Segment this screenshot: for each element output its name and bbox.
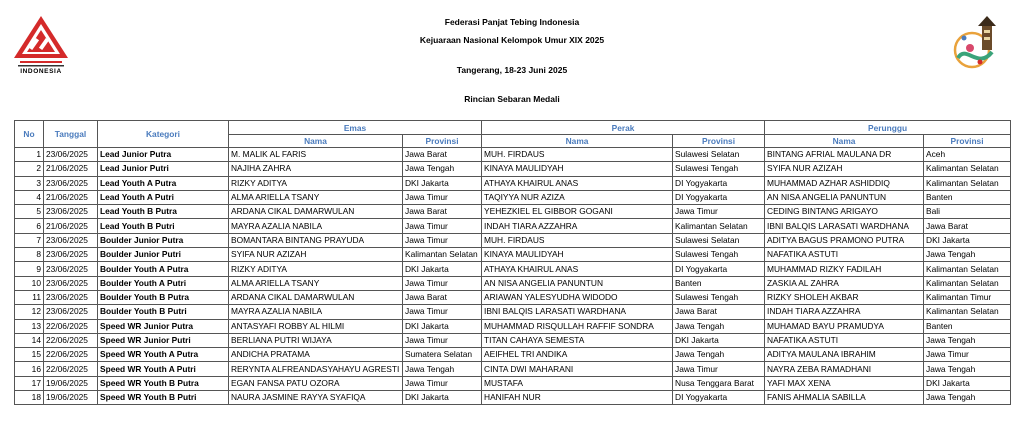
perunggu-nama-cell: CEDING BINTANG ARIGAYO: [765, 205, 924, 219]
emas-nama-cell: EGAN FANSA PATU OZORA: [229, 376, 403, 390]
perunggu-provinsi-cell: Jawa Tengah: [924, 362, 1011, 376]
perunggu-nama-cell: MUHAMMAD AZHAR ASHIDDIQ: [765, 176, 924, 190]
table-row: [15, 305, 1011, 319]
row-kategori-cell: Lead Junior Putra: [98, 148, 229, 162]
perak-provinsi-cell: Jawa Timur: [673, 362, 765, 376]
emas-nama-cell: BOMANTARA BINTANG PRAYUDA: [229, 233, 403, 247]
table-row: [15, 362, 1011, 376]
row-kategori-cell: Speed WR Junior Putri: [98, 333, 229, 347]
emas-nama-cell: ANDICHA PRATAMA: [229, 348, 403, 362]
emas-provinsi-cell: Jawa Tengah: [403, 162, 482, 176]
row-no-cell: 18: [15, 391, 44, 405]
perak-provinsi-cell: Sulawesi Tengah: [673, 162, 765, 176]
row-tanggal-cell: 21/06/2025: [44, 190, 98, 204]
perunggu-nama-cell: IBNI BALQIS LARASATI WARDHANA: [765, 219, 924, 233]
emas-provinsi-cell: Jawa Barat: [403, 148, 482, 162]
col-header-perunggu-provinsi: Provinsi: [924, 135, 1011, 148]
emas-provinsi-cell: Jawa Barat: [403, 205, 482, 219]
emas-nama-cell: RIZKY ADITYA: [229, 262, 403, 276]
table-row: [15, 348, 1011, 362]
perak-provinsi-cell: DI Yogyakarta: [673, 176, 765, 190]
perunggu-nama-cell: RIZKY SHOLEH AKBAR: [765, 290, 924, 304]
row-no-cell: 5: [15, 205, 44, 219]
perunggu-nama-cell: MUHAMAD BAYU PRAMUDYA: [765, 319, 924, 333]
perunggu-nama-cell: AN NISA ANGELIA PANUNTUN: [765, 190, 924, 204]
perak-provinsi-cell: Jawa Tengah: [673, 348, 765, 362]
emas-provinsi-cell: Kalimantan Selatan: [403, 248, 482, 262]
row-no-cell: 7: [15, 233, 44, 247]
row-kategori-cell: Boulder Youth A Putri: [98, 276, 229, 290]
col-header-perak-nama: Nama: [482, 135, 673, 148]
perunggu-provinsi-cell: Kalimantan Selatan: [924, 262, 1011, 276]
emas-nama-cell: ARDANA CIKAL DAMARWULAN: [229, 205, 403, 219]
row-tanggal-cell: 22/06/2025: [44, 362, 98, 376]
row-no-cell: 14: [15, 333, 44, 347]
table-row: [15, 205, 1011, 219]
perunggu-provinsi-cell: Jawa Barat: [924, 219, 1011, 233]
perak-nama-cell: AEIFHEL TRI ANDIKA: [482, 348, 673, 362]
perunggu-nama-cell: NAFATIKA ASTUTI: [765, 333, 924, 347]
perunggu-provinsi-cell: Kalimantan Timur: [924, 290, 1011, 304]
emas-provinsi-cell: DKI Jakarta: [403, 176, 482, 190]
perunggu-nama-cell: FANIS AHMALIA SABILLA: [765, 391, 924, 405]
row-kategori-cell: Lead Youth A Putra: [98, 176, 229, 190]
row-tanggal-cell: 21/06/2025: [44, 162, 98, 176]
row-tanggal-cell: 23/06/2025: [44, 290, 98, 304]
row-kategori-cell: Lead Youth B Putra: [98, 205, 229, 219]
row-no-cell: 16: [15, 362, 44, 376]
perak-nama-cell: TITAN CAHAYA SEMESTA: [482, 333, 673, 347]
perak-provinsi-cell: Jawa Tengah: [673, 319, 765, 333]
col-header-emas: Emas: [229, 121, 482, 135]
perak-provinsi-cell: Kalimantan Selatan: [673, 219, 765, 233]
perak-provinsi-cell: Sulawesi Selatan: [673, 148, 765, 162]
perunggu-provinsi-cell: Banten: [924, 319, 1011, 333]
emas-provinsi-cell: Sumatera Selatan: [403, 348, 482, 362]
table-row: [15, 290, 1011, 304]
perak-nama-cell: KINAYA MAULIDYAH: [482, 248, 673, 262]
row-no-cell: 17: [15, 376, 44, 390]
perunggu-nama-cell: INDAH TIARA AZZAHRA: [765, 305, 924, 319]
emas-provinsi-cell: DKI Jakarta: [403, 319, 482, 333]
row-kategori-cell: Speed WR Youth B Putra: [98, 376, 229, 390]
table-row: [15, 319, 1011, 333]
row-tanggal-cell: 19/06/2025: [44, 376, 98, 390]
federation-name: Federasi Panjat Tebing Indonesia: [444, 17, 580, 27]
row-kategori-cell: Lead Youth B Putri: [98, 219, 229, 233]
emas-provinsi-cell: Jawa Tengah: [403, 362, 482, 376]
perak-provinsi-cell: DI Yogyakarta: [673, 190, 765, 204]
perak-nama-cell: CINTA DWI MAHARANI: [482, 362, 673, 376]
row-tanggal-cell: 22/06/2025: [44, 319, 98, 333]
emas-nama-cell: NAJIHA ZAHRA: [229, 162, 403, 176]
perunggu-nama-cell: NAYRA ZEBA RAMADHANI: [765, 362, 924, 376]
perunggu-provinsi-cell: Jawa Timur: [924, 348, 1011, 362]
row-no-cell: 15: [15, 348, 44, 362]
perak-provinsi-cell: Banten: [673, 276, 765, 290]
col-header-perunggu-nama: Nama: [765, 135, 924, 148]
col-header-perak: Perak: [482, 121, 765, 135]
perak-nama-cell: MUHAMMAD RISQULLAH RAFFIF SONDRA: [482, 319, 673, 333]
emas-provinsi-cell: DKI Jakarta: [403, 391, 482, 405]
row-kategori-cell: Speed WR Youth A Putri: [98, 362, 229, 376]
perunggu-nama-cell: ZASKIA AL ZAHRA: [765, 276, 924, 290]
perak-provinsi-cell: DI Yogyakarta: [673, 262, 765, 276]
row-no-cell: 12: [15, 305, 44, 319]
perak-nama-cell: YEHEZKIEL EL GIBBOR GOGANI: [482, 205, 673, 219]
perak-nama-cell: MUH. FIRDAUS: [482, 233, 673, 247]
row-tanggal-cell: 23/06/2025: [44, 148, 98, 162]
col-header-no: No: [15, 121, 44, 148]
perak-nama-cell: MUH. FIRDAUS: [482, 148, 673, 162]
perunggu-nama-cell: YAFI MAX XENA: [765, 376, 924, 390]
row-tanggal-cell: 23/06/2025: [44, 276, 98, 290]
emas-nama-cell: ALMA ARIELLA TSANY: [229, 190, 403, 204]
perak-provinsi-cell: DI Yogyakarta: [673, 391, 765, 405]
emas-provinsi-cell: Jawa Timur: [403, 190, 482, 204]
perak-provinsi-cell: DKI Jakarta: [673, 333, 765, 347]
emas-nama-cell: RIZKY ADITYA: [229, 176, 403, 190]
perak-provinsi-cell: Sulawesi Tengah: [673, 248, 765, 262]
perunggu-provinsi-cell: Banten: [924, 190, 1011, 204]
row-tanggal-cell: 19/06/2025: [44, 391, 98, 405]
emas-provinsi-cell: DKI Jakarta: [403, 262, 482, 276]
emas-nama-cell: BERLIANA PUTRI WIJAYA: [229, 333, 403, 347]
row-kategori-cell: Boulder Youth A Putra: [98, 262, 229, 276]
row-tanggal-cell: 22/06/2025: [44, 348, 98, 362]
perak-nama-cell: MUSTAFA: [482, 376, 673, 390]
perak-provinsi-cell: Jawa Timur: [673, 205, 765, 219]
table-row: [15, 162, 1011, 176]
row-kategori-cell: Boulder Youth B Putra: [98, 290, 229, 304]
row-no-cell: 6: [15, 219, 44, 233]
perunggu-provinsi-cell: Kalimantan Selatan: [924, 176, 1011, 190]
perunggu-provinsi-cell: DKI Jakarta: [924, 233, 1011, 247]
perunggu-nama-cell: BINTANG AFRIAL MAULANA DR: [765, 148, 924, 162]
perak-nama-cell: IBNI BALQIS LARASATI WARDHANA: [482, 305, 673, 319]
event-title: Kejuaraan Nasional Kelompok Umur XIX 2025: [419, 35, 605, 45]
row-kategori-cell: Lead Junior Putri: [98, 162, 229, 176]
perak-nama-cell: KINAYA MAULIDYAH: [482, 162, 673, 176]
table-row: [15, 148, 1011, 162]
table-row: [15, 190, 1011, 204]
perunggu-nama-cell: ADITYA MAULANA IBRAHIM: [765, 348, 924, 362]
perak-provinsi-cell: Sulawesi Selatan: [673, 233, 765, 247]
perunggu-provinsi-cell: Jawa Tengah: [924, 333, 1011, 347]
emas-provinsi-cell: Jawa Timur: [403, 333, 482, 347]
col-header-tanggal: Tanggal: [44, 121, 98, 148]
perak-provinsi-cell: Jawa Barat: [673, 305, 765, 319]
row-no-cell: 8: [15, 248, 44, 262]
emas-nama-cell: M. MALIK AL FARIS: [229, 148, 403, 162]
table-row: [15, 176, 1011, 190]
perunggu-provinsi-cell: Aceh: [924, 148, 1011, 162]
emas-provinsi-cell: Jawa Timur: [403, 376, 482, 390]
perunggu-nama-cell: SYIFA NUR AZIZAH: [765, 162, 924, 176]
perak-nama-cell: TAQIYYA NUR AZIZA: [482, 190, 673, 204]
row-tanggal-cell: 23/06/2025: [44, 176, 98, 190]
emas-nama-cell: MAYRA AZALIA NABILA: [229, 219, 403, 233]
emas-provinsi-cell: Jawa Timur: [403, 219, 482, 233]
col-header-emas-provinsi: Provinsi: [403, 135, 482, 148]
row-no-cell: 3: [15, 176, 44, 190]
perunggu-nama-cell: MUHAMMAD RIZKY FADILAH: [765, 262, 924, 276]
table-row: [15, 391, 1011, 405]
row-no-cell: 11: [15, 290, 44, 304]
table-row: [15, 262, 1011, 276]
row-tanggal-cell: 23/06/2025: [44, 248, 98, 262]
perak-provinsi-cell: Sulawesi Tengah: [673, 290, 765, 304]
emas-nama-cell: RERYNTA ALFREANDASYAHAYU AGRESTI: [229, 362, 403, 376]
col-header-perak-provinsi: Provinsi: [673, 135, 765, 148]
logo-caption: INDONESIA: [20, 68, 62, 75]
row-no-cell: 10: [15, 276, 44, 290]
row-kategori-cell: Boulder Junior Putri: [98, 248, 229, 262]
table-row: [15, 248, 1011, 262]
perak-nama-cell: ATHAYA KHAIRUL ANAS: [482, 262, 673, 276]
row-kategori-cell: Boulder Junior Putra: [98, 233, 229, 247]
perak-nama-cell: AN NISA ANGELIA PANUNTUN: [482, 276, 673, 290]
col-header-emas-nama: Nama: [229, 135, 403, 148]
page-title: Rincian Sebaran Medali: [464, 94, 560, 104]
col-header-perunggu: Perunggu: [765, 121, 1011, 135]
row-no-cell: 13: [15, 319, 44, 333]
emas-nama-cell: SYIFA NUR AZIZAH: [229, 248, 403, 262]
row-kategori-cell: Speed WR Youth A Putra: [98, 348, 229, 362]
emas-nama-cell: NAURA JASMINE RAYYA SYAFIQA: [229, 391, 403, 405]
row-kategori-cell: Boulder Youth B Putri: [98, 305, 229, 319]
row-tanggal-cell: 23/06/2025: [44, 262, 98, 276]
table-row: [15, 219, 1011, 233]
emas-nama-cell: ANTASYAFI ROBBY AL HILMI: [229, 319, 403, 333]
perak-provinsi-cell: Nusa Tenggara Barat: [673, 376, 765, 390]
emas-nama-cell: ARDANA CIKAL DAMARWULAN: [229, 290, 403, 304]
row-no-cell: 4: [15, 190, 44, 204]
table-row: [15, 276, 1011, 290]
perunggu-provinsi-cell: Kalimantan Selatan: [924, 305, 1011, 319]
medal-distribution-table: [14, 120, 1011, 405]
emas-provinsi-cell: Jawa Timur: [403, 305, 482, 319]
table-row: [15, 233, 1011, 247]
perunggu-provinsi-cell: Kalimantan Selatan: [924, 162, 1011, 176]
perunggu-nama-cell: ADITYA BAGUS PRAMONO PUTRA: [765, 233, 924, 247]
perak-nama-cell: ATHAYA KHAIRUL ANAS: [482, 176, 673, 190]
row-tanggal-cell: 23/06/2025: [44, 305, 98, 319]
table-row: [15, 333, 1011, 347]
row-tanggal-cell: 23/06/2025: [44, 233, 98, 247]
row-tanggal-cell: 23/06/2025: [44, 205, 98, 219]
perak-nama-cell: HANIFAH NUR: [482, 391, 673, 405]
perunggu-provinsi-cell: DKI Jakarta: [924, 376, 1011, 390]
row-tanggal-cell: 22/06/2025: [44, 333, 98, 347]
perunggu-provinsi-cell: Bali: [924, 205, 1011, 219]
emas-nama-cell: ALMA ARIELLA TSANY: [229, 276, 403, 290]
event-location-date: Tangerang, 18-23 Juni 2025: [456, 65, 568, 75]
row-tanggal-cell: 21/06/2025: [44, 219, 98, 233]
emas-provinsi-cell: Jawa Timur: [403, 276, 482, 290]
row-kategori-cell: Lead Youth A Putri: [98, 190, 229, 204]
emas-provinsi-cell: Jawa Timur: [403, 233, 482, 247]
perak-nama-cell: ARIAWAN YALESYUDHA WIDODO: [482, 290, 673, 304]
row-no-cell: 1: [15, 148, 44, 162]
perunggu-provinsi-cell: Jawa Tengah: [924, 248, 1011, 262]
emas-provinsi-cell: Jawa Barat: [403, 290, 482, 304]
perunggu-provinsi-cell: Jawa Tengah: [924, 391, 1011, 405]
row-kategori-cell: Speed WR Youth B Putri: [98, 391, 229, 405]
table-row: [15, 376, 1011, 390]
emas-nama-cell: MAYRA AZALIA NABILA: [229, 305, 403, 319]
col-header-kategori: Kategori: [98, 121, 229, 148]
medal-table-body: [15, 148, 1011, 405]
perunggu-provinsi-cell: Kalimantan Selatan: [924, 276, 1011, 290]
perunggu-nama-cell: NAFATIKA ASTUTI: [765, 248, 924, 262]
row-no-cell: 9: [15, 262, 44, 276]
row-kategori-cell: Speed WR Junior Putra: [98, 319, 229, 333]
perak-nama-cell: INDAH TIARA AZZAHRA: [482, 219, 673, 233]
row-no-cell: 2: [15, 162, 44, 176]
